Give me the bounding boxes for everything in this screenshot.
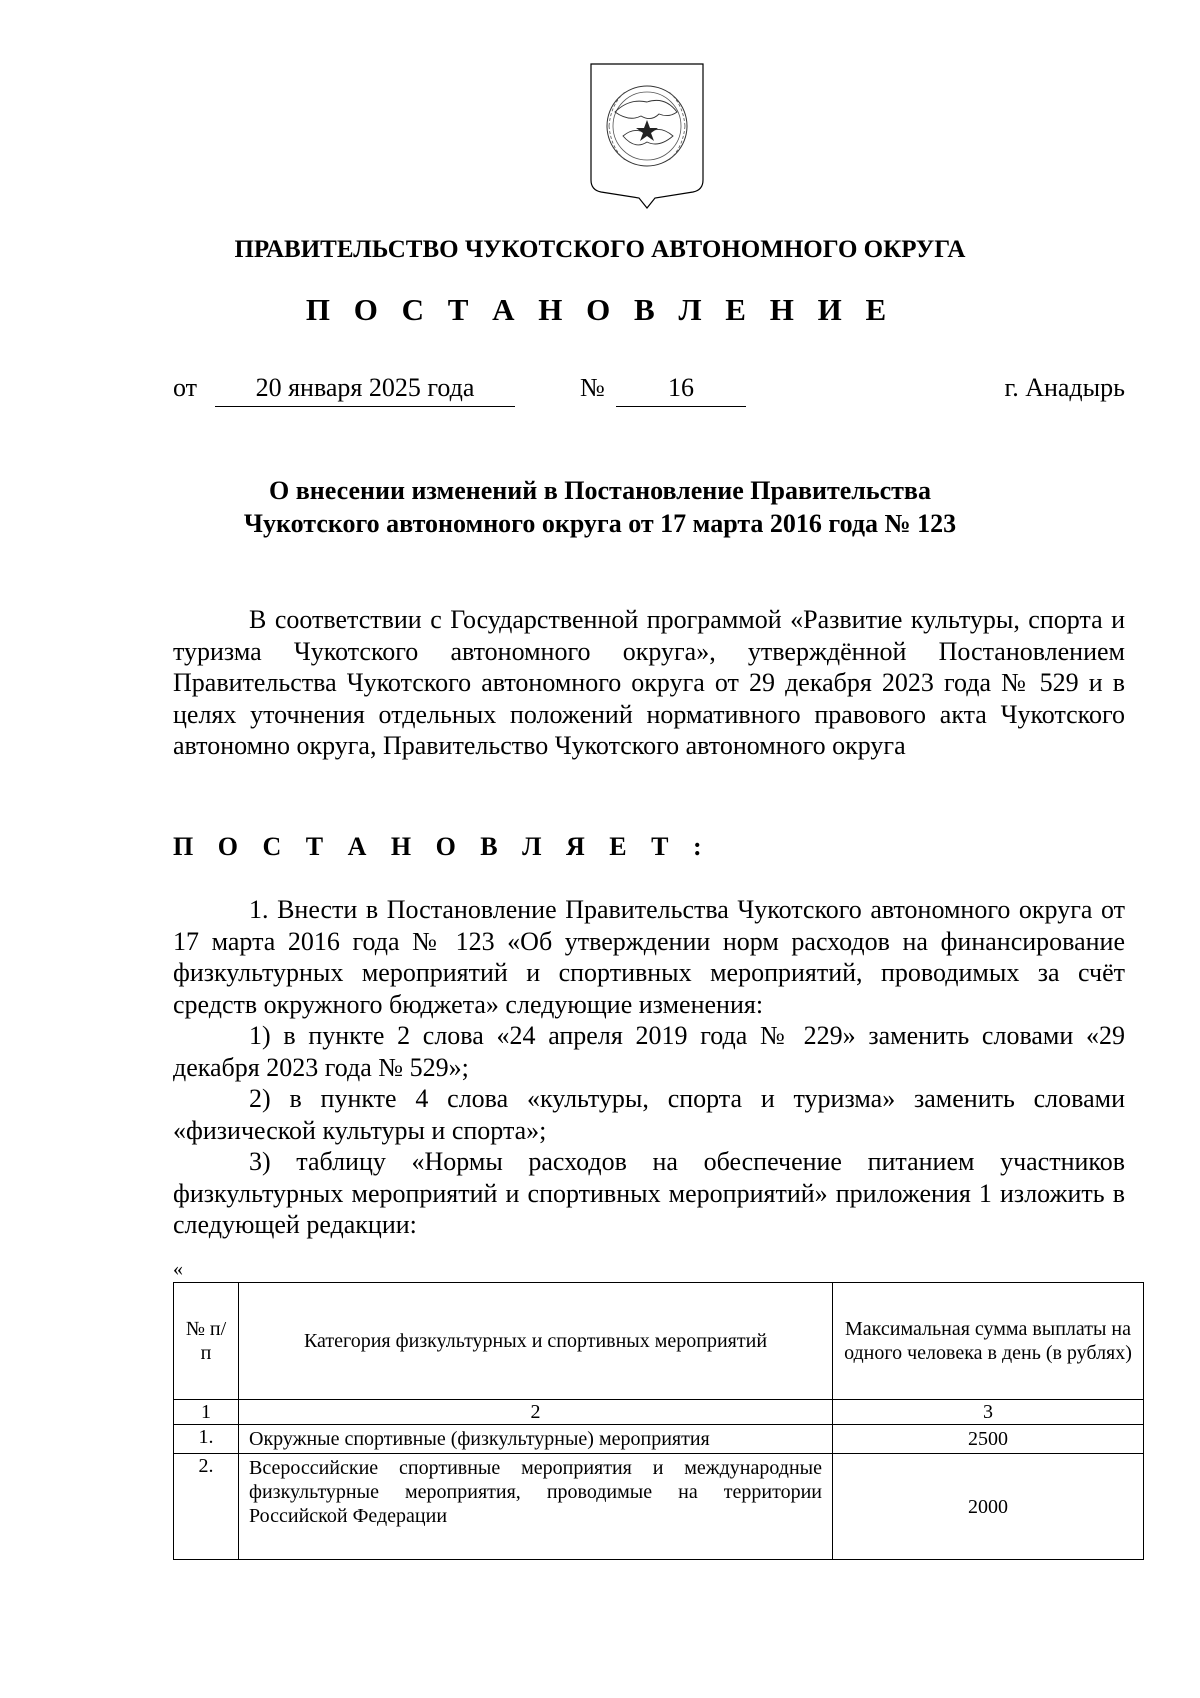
decree-date: 20 января 2025 года: [215, 373, 515, 407]
column-number-cell: 3: [833, 1400, 1144, 1425]
sub-item-1: 1) в пункте 2 слова «24 апреля 2019 года № 229» заменить словами «29 декабря 2023 года № 529»;: [173, 1021, 1125, 1082]
from-label: от: [173, 373, 198, 402]
preamble-block: [173, 604, 1125, 762]
preamble-paragraph: В соответствии с Государственной программой «Развитие культуры, спорта и туризма Чукотского автономного округа», утверждённой Постановлением Правительства Чукотского автономного округа от 29 декабря 2023 года № 529 и в целях уточнения отдельных положений нормативного правового акта Чукотского автономно округа, Правительство Чукотского автономного округа: [173, 605, 1125, 760]
column-number-cell: 1: [174, 1400, 239, 1425]
norms-table: [173, 1282, 1144, 1560]
row-number-cell: 2.: [174, 1454, 239, 1560]
sub-item-3: 3) таблицу «Нормы расходов на обеспечение питанием участников физкультурных мероприятий и спортивных мероприятий» приложения 1 изложить в следующей редакции:: [173, 1147, 1125, 1239]
table-row: [174, 1454, 1144, 1560]
sub-item-2: 2) в пункте 4 слова «культуры, спорта и туризма» заменить словами «физической культуры и спорта»;: [173, 1084, 1125, 1145]
document-type-title: П О С Т А Н О В Л Е Н И Е: [305, 292, 895, 327]
row-number-cell: 1.: [174, 1425, 239, 1454]
date-number-line: [173, 373, 1125, 407]
government-title: ПРАВИТЕЛЬСТВО ЧУКОТСКОГО АВТОНОМНОГО ОКРУГА: [234, 236, 966, 263]
item-1-paragraph: 1. Внести в Постановление Правительства Чукотского автономного округа от 17 марта 2016 года № 123 «Об утверждении норм расходов на финансирование физкультурных мероприятий и спортивных мероприятий, проводимых за счёт средств окружного бюджета» следующие изменения:: [173, 895, 1125, 1019]
table-row: [174, 1425, 1144, 1454]
header-cell-amount: Максимальная сумма выплаты на одного человека в день (в рублях): [833, 1283, 1144, 1400]
decree-number: 16: [616, 373, 746, 407]
table-header-row: [174, 1283, 1144, 1400]
resolves-heading: П О С Т А Н О В Л Я Е Т :: [173, 832, 711, 861]
header-cell-category: Категория физкультурных и спортивных мероприятий: [239, 1283, 833, 1400]
items-block: [173, 894, 1125, 1241]
opening-quote: «: [173, 1258, 183, 1280]
number-sign: №: [580, 373, 605, 402]
row-amount-cell: 2000: [833, 1454, 1144, 1560]
row-category-cell: Всероссийские спортивные мероприятия и международные физкультурные мероприятия, проводимые на территории Российской Федерации: [239, 1454, 833, 1560]
column-number-cell: 2: [239, 1400, 833, 1425]
city-name: г. Анадырь: [1004, 373, 1125, 402]
subject-line-2: Чукотского автономного округа от 17 марта 2016 года № 123: [243, 509, 957, 538]
table-column-numbers-row: [174, 1400, 1144, 1425]
coat-of-arms-emblem: [589, 62, 705, 212]
decree-subject: [0, 474, 1200, 540]
subject-line-1: О внесении изменений в Постановление Правительства: [269, 476, 931, 505]
row-amount-cell: 2500: [833, 1425, 1144, 1454]
header-cell-number: № п/п: [174, 1283, 239, 1400]
row-category-cell: Окружные спортивные (физкультурные) мероприятия: [239, 1425, 833, 1454]
